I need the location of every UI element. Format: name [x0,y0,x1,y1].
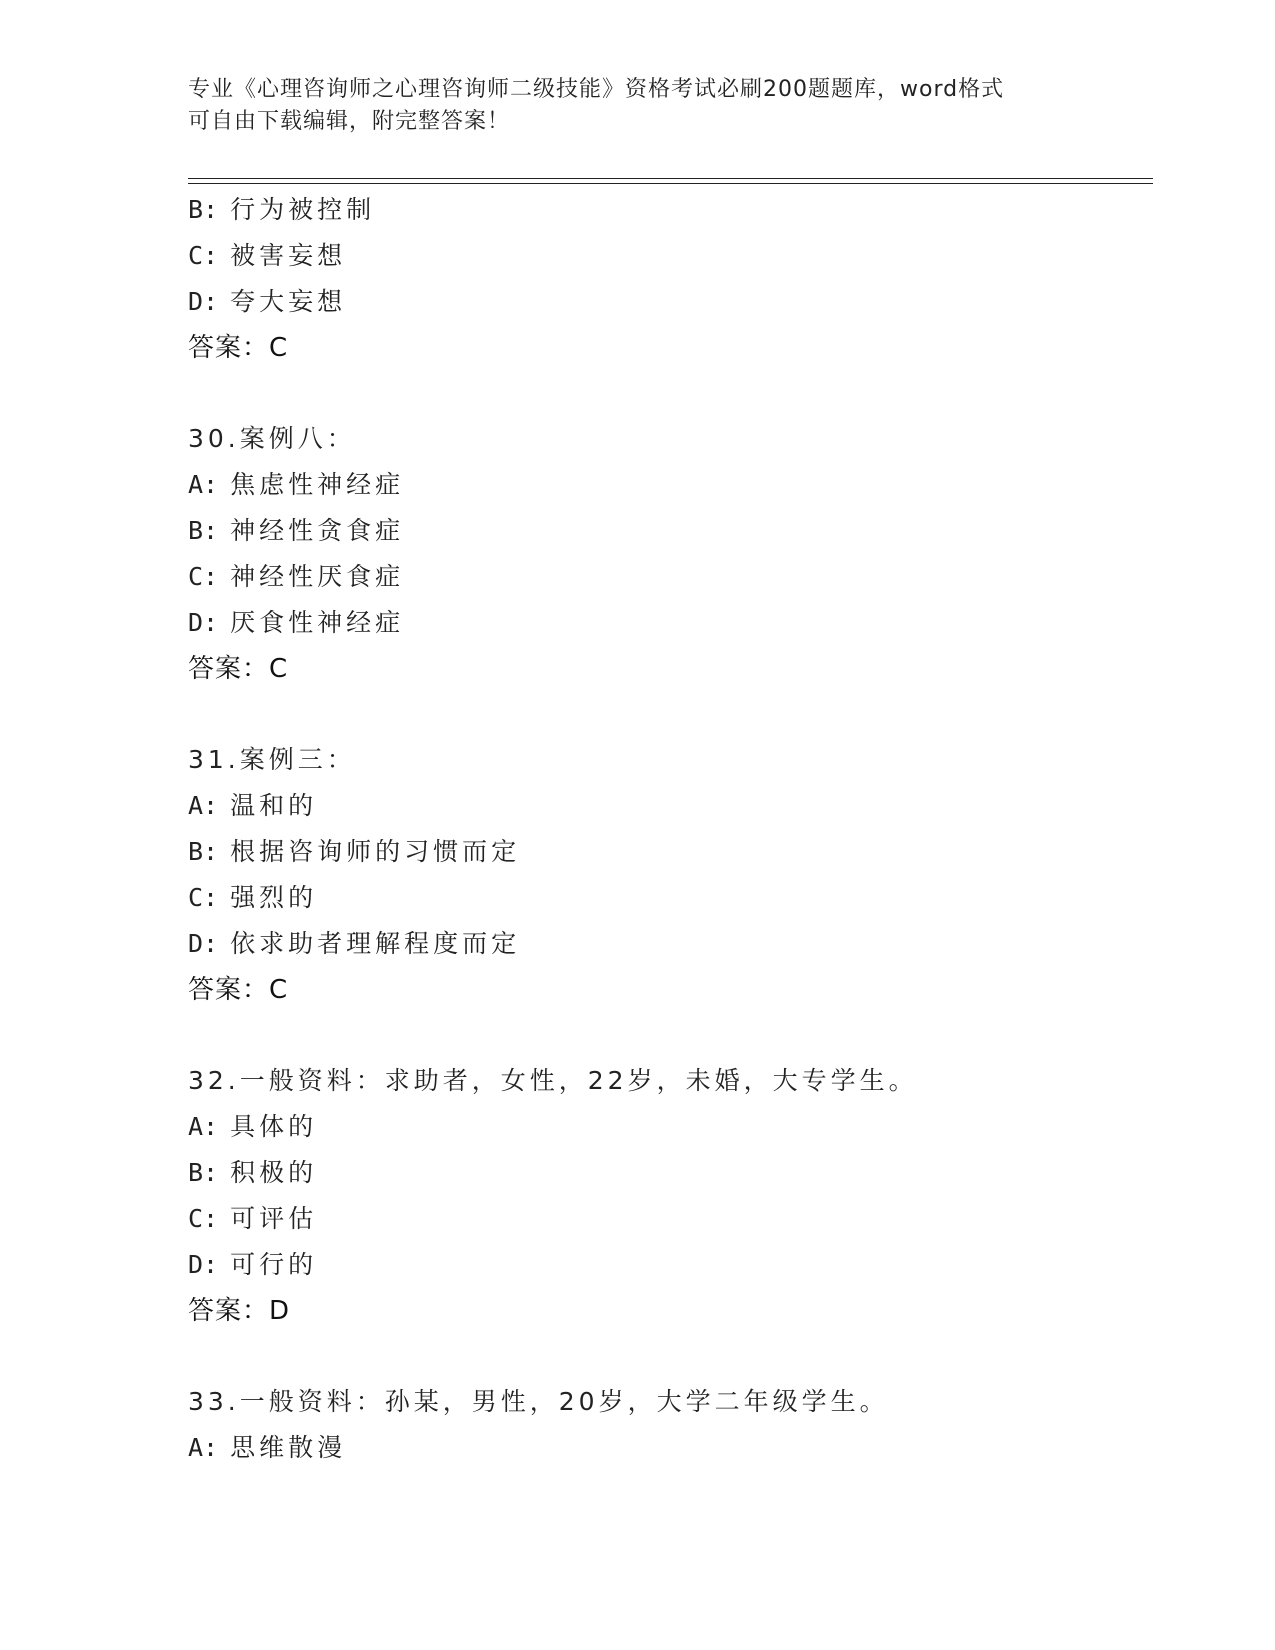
option-a: A: 焦虑性神经症 [188,470,405,499]
option-d: D: 依求助者理解程度而定 [188,929,521,958]
question-list [188,187,1148,1471]
option-d: D: 夸大妄想 [188,287,347,316]
option-a: A: 思维散漫 [188,1433,347,1462]
question-stem: 30.案例八： [188,424,356,453]
option-c: C: 神经性厌食症 [188,562,405,591]
answer-line: 答案：C [188,654,289,684]
answer-line: 答案：C [188,333,289,363]
header-line-1: 专业《心理咨询师之心理咨询师二级技能》资格考试必刷200题题库，word格式 [188,77,1005,102]
question-block [188,1058,1148,1334]
option-d: D: 可行的 [188,1250,318,1279]
header-rule-bottom [188,183,1153,184]
question-stem: 31.案例三： [188,745,356,774]
document-header [188,74,1088,138]
option-c: C: 被害妄想 [188,241,347,270]
question-block [188,187,1148,371]
header-line-2: 可自由下载编辑，附完整答案！ [188,109,511,134]
question-stem: 32.一般资料：求助者，女性，22岁，未婚，大专学生。 [188,1066,918,1095]
answer-line: 答案：D [188,1296,291,1326]
option-a: A: 温和的 [188,791,318,820]
option-b: B: 神经性贪食症 [188,516,405,545]
question-block [188,1379,1148,1471]
header-rule-top [188,178,1153,179]
option-c: C: 强烈的 [188,883,318,912]
question-stem: 33.一般资料：孙某，男性，20岁，大学二年级学生。 [188,1387,889,1416]
option-d: D: 厌食性神经症 [188,608,405,637]
question-block [188,416,1148,692]
option-a: A: 具体的 [188,1112,318,1141]
option-b: B: 积极的 [188,1158,318,1187]
answer-line: 答案：C [188,975,289,1005]
option-b: B: 行为被控制 [188,195,376,224]
option-c: C: 可评估 [188,1204,318,1233]
option-b: B: 根据咨询师的习惯而定 [188,837,521,866]
question-block [188,737,1148,1013]
